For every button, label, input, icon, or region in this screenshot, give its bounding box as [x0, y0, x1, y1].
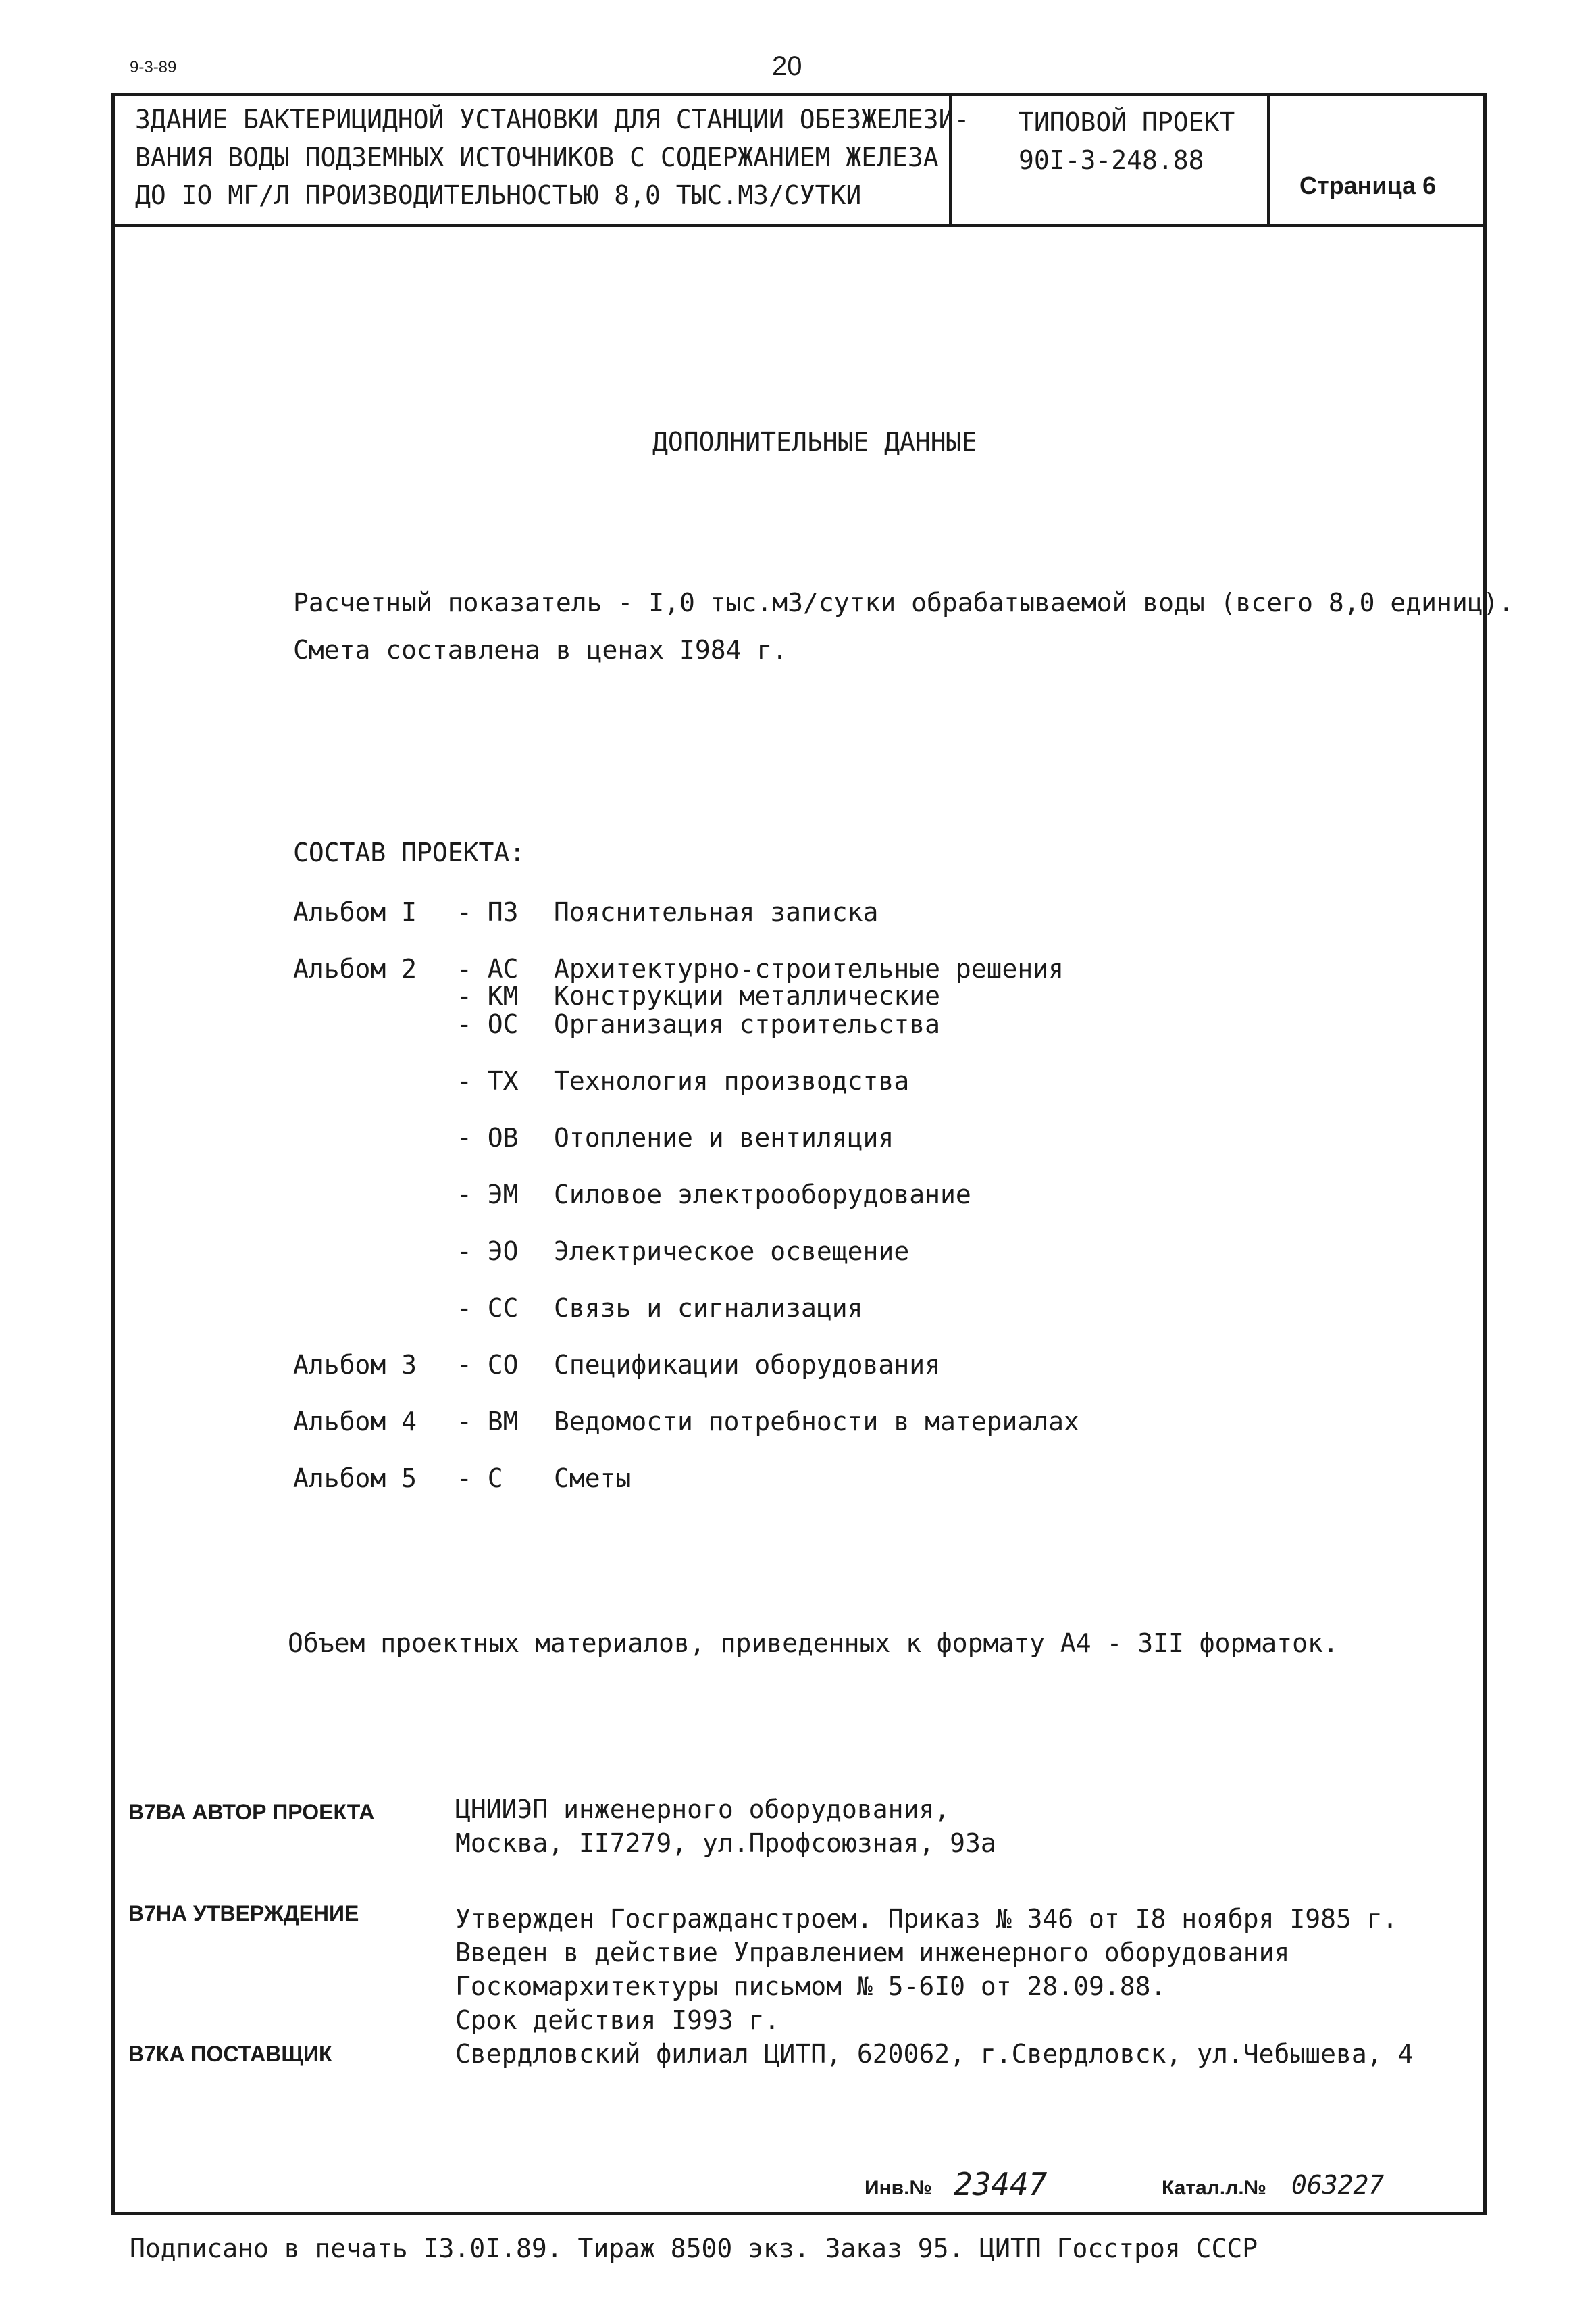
section-desc: Электрическое освещение	[554, 1236, 910, 1266]
doc-code: 9-3-89	[130, 58, 177, 76]
album-label: Альбом 2	[293, 954, 417, 984]
header-title-line: ДО IO МГ/Л ПРОИЗВОДИТЕЛЬНОСТЬЮ 8,0 ТЫС.М3/СУТКИ	[135, 180, 862, 210]
author-label: В7ВА АВТОР ПРОЕКТА	[128, 1800, 375, 1824]
section-code: - ЭО	[457, 1236, 519, 1266]
author-line: ЦНИИЭП инженерного оборудования,	[455, 1794, 950, 1824]
album-label: Альбом 3	[293, 1350, 417, 1380]
section-desc: Сметы	[554, 1463, 632, 1493]
album-label: Альбом 5	[293, 1463, 417, 1493]
print-info: Подписано в печать I3.0I.89. Тираж 8500 экз. Заказ 95. ЦИТП Госстроя СССР	[130, 2234, 1258, 2263]
header-column-divider	[1267, 93, 1270, 227]
page-number: 20	[772, 51, 802, 81]
section-code: - С	[457, 1463, 503, 1493]
volume-text: Объем проектных материалов, приведенных к формату А4 - 3II форматок.	[288, 1628, 1339, 1658]
page-frame	[111, 93, 1487, 2215]
project-label: ТИПОВОЙ ПРОЕКТ	[1019, 107, 1235, 137]
approval-line: Утвержден Госгражданстроем. Приказ № 346 от I8 ноября I985 г.	[455, 1904, 1398, 1934]
section-desc: Архитектурно-строительные решения	[554, 954, 1064, 984]
approval-line: Госкомархитектуры письмом № 5-6I0 от 28.09.88.	[455, 1971, 1166, 2001]
section-desc: Силовое электрооборудование	[554, 1180, 971, 1209]
album-label: Альбом 4	[293, 1407, 417, 1436]
section-code: - АС	[457, 954, 519, 984]
section-code: - ПЗ	[457, 897, 519, 927]
header-title-line: ЗДАНИЕ БАКТЕРИЦИДНОЙ УСТАНОВКИ ДЛЯ СТАНЦИИ ОБЕЗЖЕЛЕЗИ-	[135, 105, 970, 134]
section-code: - КМ	[457, 981, 519, 1011]
section-desc: Технология производства	[554, 1066, 910, 1096]
section-desc: Конструкции металлические	[554, 981, 940, 1011]
approval-label: В7НА УТВЕРЖДЕНИЕ	[128, 1901, 359, 1926]
section-desc: Связь и сигнализация	[554, 1293, 863, 1323]
author-line: Москва, II7279, ул.Профсоюзная, 93а	[455, 1828, 996, 1858]
section-desc: Организация строительства	[554, 1009, 940, 1039]
supplier-label: В7КА ПОСТАВЩИК	[128, 2042, 332, 2066]
catalog-value: 063227	[1291, 2170, 1385, 2200]
approval-line: Введен в действие Управлением инженерного оборудования	[455, 1938, 1290, 1967]
section-desc: Пояснительная записка	[554, 897, 879, 927]
section-title: ДОПОЛНИТЕЛЬНЫЕ ДАННЫЕ	[652, 427, 977, 457]
inv-value: 23447	[954, 2166, 1048, 2203]
section-code: - СС	[457, 1293, 519, 1323]
section-code: - ОВ	[457, 1123, 519, 1153]
indicator-text: Расчетный показатель - I,0 тыс.м3/сутки обрабатываемой воды (всего 8,0 единиц).	[293, 588, 1514, 618]
section-code: - СО	[457, 1350, 519, 1380]
inv-label: Инв.№	[865, 2177, 932, 2199]
project-number: 90I-3-248.88	[1019, 145, 1204, 175]
section-desc: Ведомости потребности в материалах	[554, 1407, 1079, 1436]
album-label: Альбом I	[293, 897, 417, 927]
catalog-label: Катал.л.№	[1162, 2177, 1266, 2199]
section-desc: Спецификации оборудования	[554, 1350, 940, 1380]
composition-title: СОСТАВ ПРОЕКТА:	[293, 838, 525, 867]
header-divider	[111, 224, 1487, 227]
page-label: Страница 6	[1299, 172, 1437, 199]
section-desc: Отопление и вентиляция	[554, 1123, 894, 1153]
estimate-text: Смета составлена в ценах I984 г.	[293, 635, 788, 665]
section-code: - ТХ	[457, 1066, 519, 1096]
section-code: - ЭМ	[457, 1180, 519, 1209]
section-code: - ОС	[457, 1009, 519, 1039]
section-code: - ВМ	[457, 1407, 519, 1436]
supplier-line: Свердловский филиал ЦИТП, 620062, г.Свердловск, ул.Чебышева, 4	[455, 2039, 1414, 2069]
header-title-line: ВАНИЯ ВОДЫ ПОДЗЕМНЫХ ИСТОЧНИКОВ С СОДЕРЖАНИЕМ ЖЕЛЕЗА	[135, 143, 939, 172]
approval-line: Срок действия I993 г.	[455, 2005, 780, 2035]
